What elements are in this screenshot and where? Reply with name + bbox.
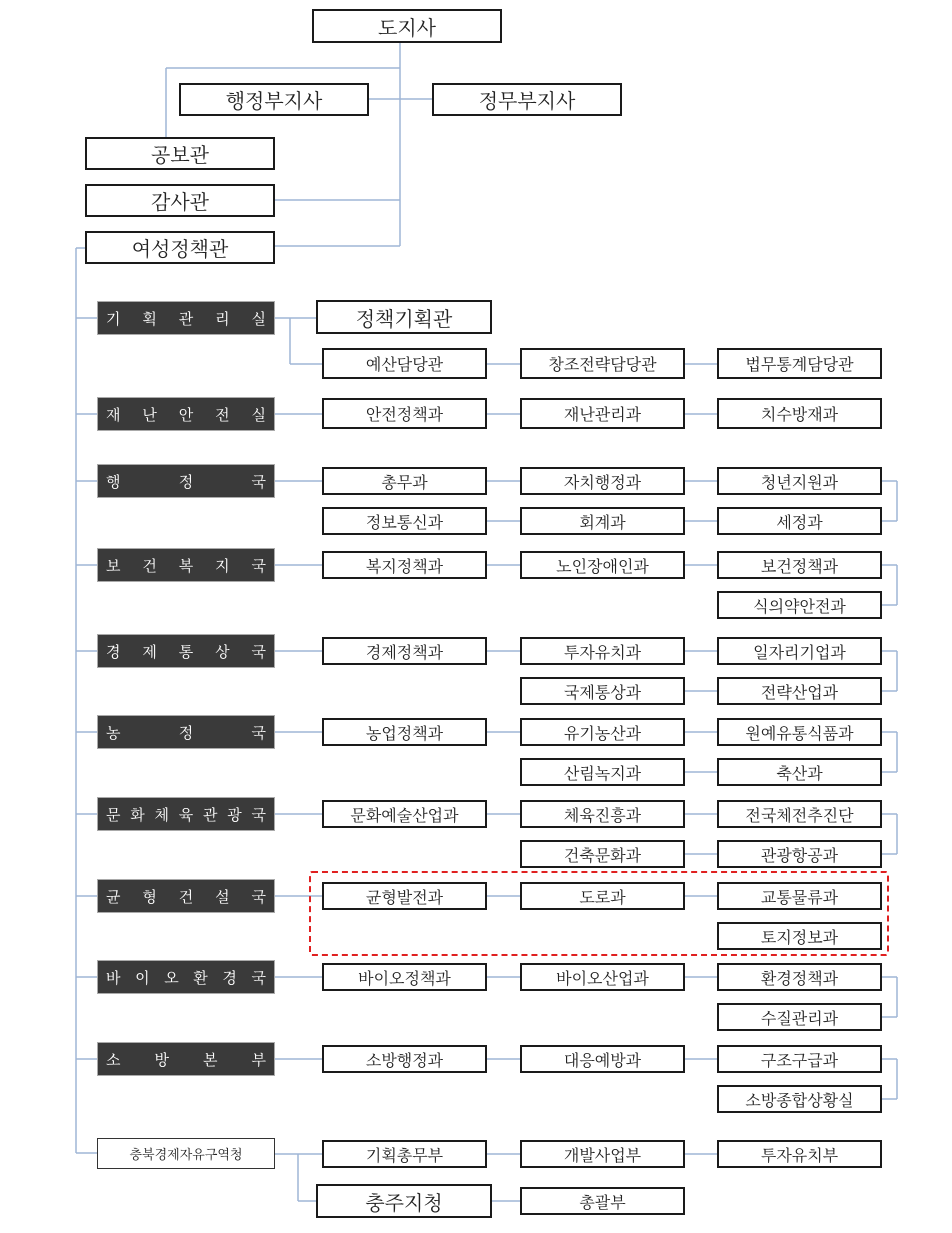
unit-box: 세정과	[717, 507, 882, 535]
unit-box: 일자리기업과	[717, 637, 882, 665]
vice-governor-political-box: 정무부지사	[432, 83, 622, 116]
unit-box: 대응예방과	[520, 1045, 685, 1073]
unit-box: 체육진흥과	[520, 800, 685, 828]
unit-box: 회계과	[520, 507, 685, 535]
unit-box: 구조구급과	[717, 1045, 882, 1073]
chungju-branch-box: 충주지청	[316, 1184, 492, 1218]
unit-box: 전국체전추진단	[717, 800, 882, 828]
unit-box: 관광항공과	[717, 840, 882, 868]
unit-box: 바이오산업과	[520, 963, 685, 991]
unit-box: 균형발전과	[322, 882, 487, 910]
unit-box: 교통물류과	[717, 882, 882, 910]
unit-box: 수질관리과	[717, 1003, 882, 1031]
unit-box: 기획총무부	[322, 1140, 487, 1168]
unit-box: 노인장애인과	[520, 551, 685, 579]
unit-box: 개발사업부	[520, 1140, 685, 1168]
unit-box: 농업정책과	[322, 718, 487, 746]
division-header: 농 정 국	[97, 715, 275, 749]
unit-box: 보건정책과	[717, 551, 882, 579]
audit-box: 감사관	[85, 184, 275, 217]
unit-box: 총무과	[322, 467, 487, 495]
unit-box: 전략산업과	[717, 677, 882, 705]
division-header: 소 방 본 부	[97, 1042, 275, 1076]
division-header: 균 형 건 설 국	[97, 879, 275, 913]
division-header: 행 정 국	[97, 464, 275, 498]
unit-box: 경제정책과	[322, 637, 487, 665]
unit-box: 총괄부	[520, 1187, 685, 1215]
unit-box: 예산담당관	[322, 348, 487, 379]
unit-box: 치수방재과	[717, 398, 882, 429]
unit-box: 유기농산과	[520, 718, 685, 746]
division-header: 문 화 체 육 관 광 국	[97, 797, 275, 831]
division-header: 재 난 안 전 실	[97, 397, 275, 431]
unit-box: 정보통신과	[322, 507, 487, 535]
fez-box: 충북경제자유구역청	[97, 1138, 275, 1169]
highlight-dashed-frame	[309, 871, 889, 956]
unit-box: 환경정책과	[717, 963, 882, 991]
unit-box: 산림녹지과	[520, 758, 685, 786]
unit-box: 축산과	[717, 758, 882, 786]
unit-box: 소방행정과	[322, 1045, 487, 1073]
unit-box: 건축문화과	[520, 840, 685, 868]
unit-box: 자치행정과	[520, 467, 685, 495]
governor-box: 도지사	[312, 9, 502, 43]
vice-governor-admin-box: 행정부지사	[179, 83, 369, 116]
unit-box: 투자유치과	[520, 637, 685, 665]
unit-box: 바이오정책과	[322, 963, 487, 991]
unit-box: 도로과	[520, 882, 685, 910]
unit-box: 국제통상과	[520, 677, 685, 705]
unit-box: 청년지원과	[717, 467, 882, 495]
unit-box: 재난관리과	[520, 398, 685, 429]
policy-planning-box: 정책기획관	[316, 300, 492, 334]
unit-box: 법무통계담당관	[717, 348, 882, 379]
unit-box: 안전정책과	[322, 398, 487, 429]
division-header: 기 획 관 리 실	[97, 301, 275, 335]
public-relations-box: 공보관	[85, 137, 275, 170]
division-header: 바 이 오 환 경 국	[97, 960, 275, 994]
unit-box: 창조전략담당관	[520, 348, 685, 379]
unit-box: 복지정책과	[322, 551, 487, 579]
unit-box: 투자유치부	[717, 1140, 882, 1168]
unit-box: 원예유통식품과	[717, 718, 882, 746]
division-header: 경 제 통 상 국	[97, 634, 275, 668]
unit-box: 토지정보과	[717, 922, 882, 950]
division-header: 보 건 복 지 국	[97, 548, 275, 582]
unit-box: 소방종합상황실	[717, 1085, 882, 1113]
unit-box: 문화예술산업과	[322, 800, 487, 828]
women-policy-box: 여성정책관	[85, 231, 275, 264]
unit-box: 식의약안전과	[717, 591, 882, 619]
